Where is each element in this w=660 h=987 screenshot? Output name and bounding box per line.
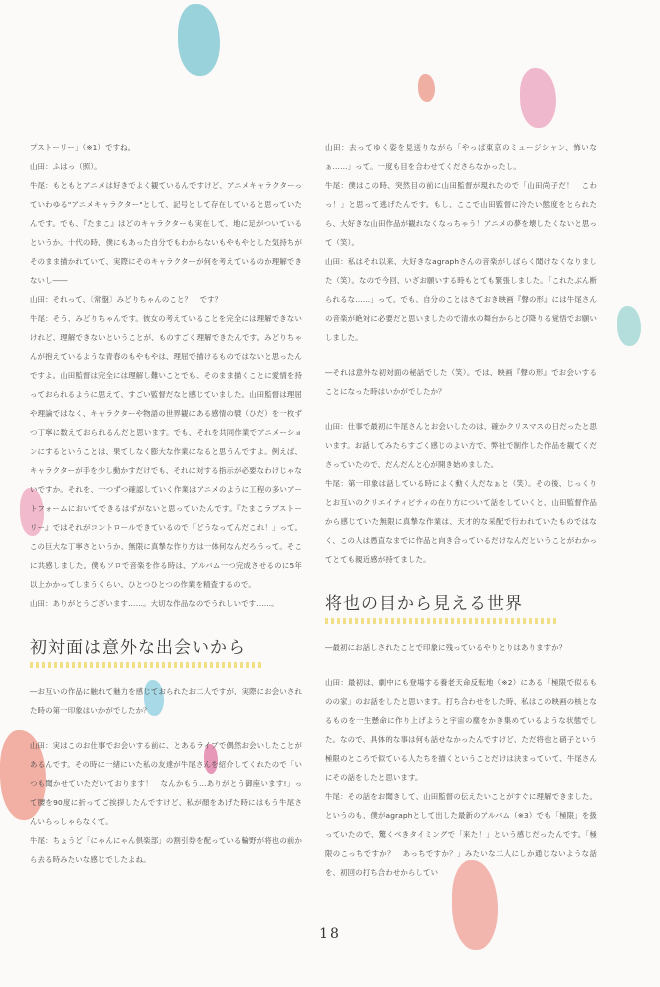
paragraph: 牛尾：もともとアニメは好きでよく観ているんですけど、アニメキャラクターっていわゆる"アニメキャラクター"として、記号として存在していると思っていたんです。でも、『たまこ』はどのキャラクターも実在して、地に足がついているというか。十代の時、僕にもあった自分でもわからないもやもやとした気持ちがそのまま描かれていて、実際にそのキャラクターが何を考えているのか理解できないし――	[30, 181, 302, 285]
spacer	[325, 657, 597, 673]
right-column	[325, 138, 597, 882]
interview-question: ―それは意外な初対面の秘話でした（笑）。では、映画『聲の形』でお会いすることになった時はいかがでしたか？	[325, 368, 597, 396]
paragraph: プストーリー」（※1）ですね。	[30, 143, 136, 152]
paragraph: 山田：最初は、劇中にも登場する養老天命反転地（※2）にある「極限で似るものの家」のお話をしたと思います。打ち合わせをした時、私はこの映画の核となるものを一生懸命に作り上げようと宇宙の塵をかき集めているような状態でした。なので、具体的な事は何も話せなかったんですけど、ただ将也と硝子という極限のところで似ている人たちを描くということだけは決まっていて、牛尾さんにその話をしたと思います。	[325, 678, 597, 782]
paragraph: 山田：私はそれ以来、大好きなagraphさんの音楽がしばらく聞けなくなりました（笑）。なので今回、いざお願いする時もとても緊張しました。「これたぶん断られるな……」って。でも、自分のことはさておき映画『聲の形』には牛尾さんの音楽が絶対に必要だと思いましたので清水の舞台からとび降りる覚悟でお願いしました。	[325, 257, 597, 342]
paragraph: 牛尾：その話をお聞きして、山田監督の伝えたいことがすぐに理解できました。というのも、僕がagraphとして出した最新のアルバム（※3）でも「極限」を扱っていたので、驚くべきタイミングで「来た！」という感じだったんです。「極限のこっちですか？ あっちですか？」みたいな二人にしか通じないような話を、初回の打ち合わせからしてい	[325, 792, 597, 877]
paragraph: 牛尾：そう、みどりちゃんです。彼女の考えていることを完全には理解できないけれど、理解できないということが、ものすごく理解できたんです。みどりちゃんが抱えているような青春のもやもやは、理屈で描けるものではないと思ったんですよ。山田監督は完全には理解し難いことでも、そのまま描くことに愛情を持っておられるように思えて、すごい監督だなと感じていました。山田監督は理屈や理論ではなく、キャラクターや物語の世界観にある感情の襞（ひだ）を一枚ずつ丁寧に数えておられるんだと思います。でも、それを共同作業でアニメーションにするということは、果てしなく膨大な作業になると思うんですよ。例えば、キャラクターが手を少し動かすだけでも、それに対する指示が必要なわけじゃないですか。それを、一つずつ確認していく作業はアニメのように工程の多いアートフォームにおいてできるはずがないと思っていたんです。『たまこラブストーリー』ではそれがコントロールできているので「どうなってんだこれ！」って。この巨大な丁寧さというか、無限に真摯な作り方は一体何なんだろうって。そこに共感しました。僕もソロで音楽を作る時は、アルバム一つ完成させるのに5年以上かかってしまうくらい、ひとつひとつの作業を精査するので。	[30, 314, 302, 589]
interview-question: ―最初にお話しされたことで印象に残っているやりとりはありますか？	[325, 643, 567, 652]
page-number: 18	[319, 926, 341, 942]
paragraph: 山田：仕事で最初に牛尾さんとお会いしたのは、確かクリスマスの日だったと思います。お話してみたらすごく感じのよい方で、弊社で制作した作品を観てくださっていたので、だんだんと心が開き始めました。	[325, 422, 597, 469]
spacer	[30, 720, 302, 736]
watercolor-blob-teal-right	[617, 306, 641, 346]
section-heading: 初対面は意外な出会いから	[30, 638, 246, 658]
paragraph: 山田：それって、〔常盤〕みどりちゃんのこと？ です？	[30, 295, 223, 304]
paragraph: 牛尾：僕はこの時、突然目の前に山田監督が現れたので「山田尚子だ！ こわっ！」と思って逃げたんです。もし、ここで山田監督に冷たい態度をとられたら、大好きな山田作品が観れなくなっちゃう！アニメの夢を壊したくないと思って（笑）。	[325, 181, 597, 247]
interview-question: ―お互いの作品に触れて魅力を感じておられたお二人ですが、実際にお会いされた時の第一印象はいかがでしたか？	[30, 687, 302, 715]
paragraph: 牛尾：第一印象は話している時によく動く人だなぁと（笑）。その後、じっくりとお互いのクリエイティビティの在り方について話をしていくと、山田監督作品から感じていた無限に真摯な作業は、天才的な采配で行われていたものではなく、この人は愚直なまでに作品と向き合っているだけなんだということがわかってとても親近感が持てました。	[325, 479, 597, 564]
heading-dotted-underline	[30, 662, 262, 668]
watercolor-blob-pink-top	[520, 68, 556, 128]
spacer	[325, 347, 597, 363]
paragraph: 山田：実はこのお仕事でお会いする前に、とあるライブで偶然お会いしたことがあるんです。その時に一緒にいた私の友達が牛尾さんを紹介してくれたので「いつも聞かせていただいております！ なんかもう…ありがとう御座います!」って腰を90度に折ってご挨拶したんですけど、私が顔をあげた時にはもう牛尾さんいらっしゃらなくて。	[30, 741, 302, 826]
paragraph: 山田：ありがとうございます……。大切な作品なのでうれしいです……。	[30, 599, 279, 608]
spacer	[325, 401, 597, 417]
paragraph: 牛尾：ちょうど「にゃんにゃん倶楽部」の割引券を配っている輪野が将也の前から去る時みたいな感じでしたよね。	[30, 836, 302, 864]
section-heading: 将也の目から見える世界	[325, 594, 523, 614]
heading-dotted-underline	[325, 618, 557, 624]
paragraph: 山田：去ってゆく姿を見送りながら「やっぱ東京のミュージシャン、怖いなぁ……」って。一度も目を合わせてくださらなかったし。	[325, 143, 597, 171]
paragraph: 山田：ふはっ（照）。	[30, 162, 102, 171]
left-column	[30, 138, 302, 869]
watercolor-blob-coral-small	[418, 74, 435, 102]
watercolor-blob-blue-top	[178, 4, 220, 76]
